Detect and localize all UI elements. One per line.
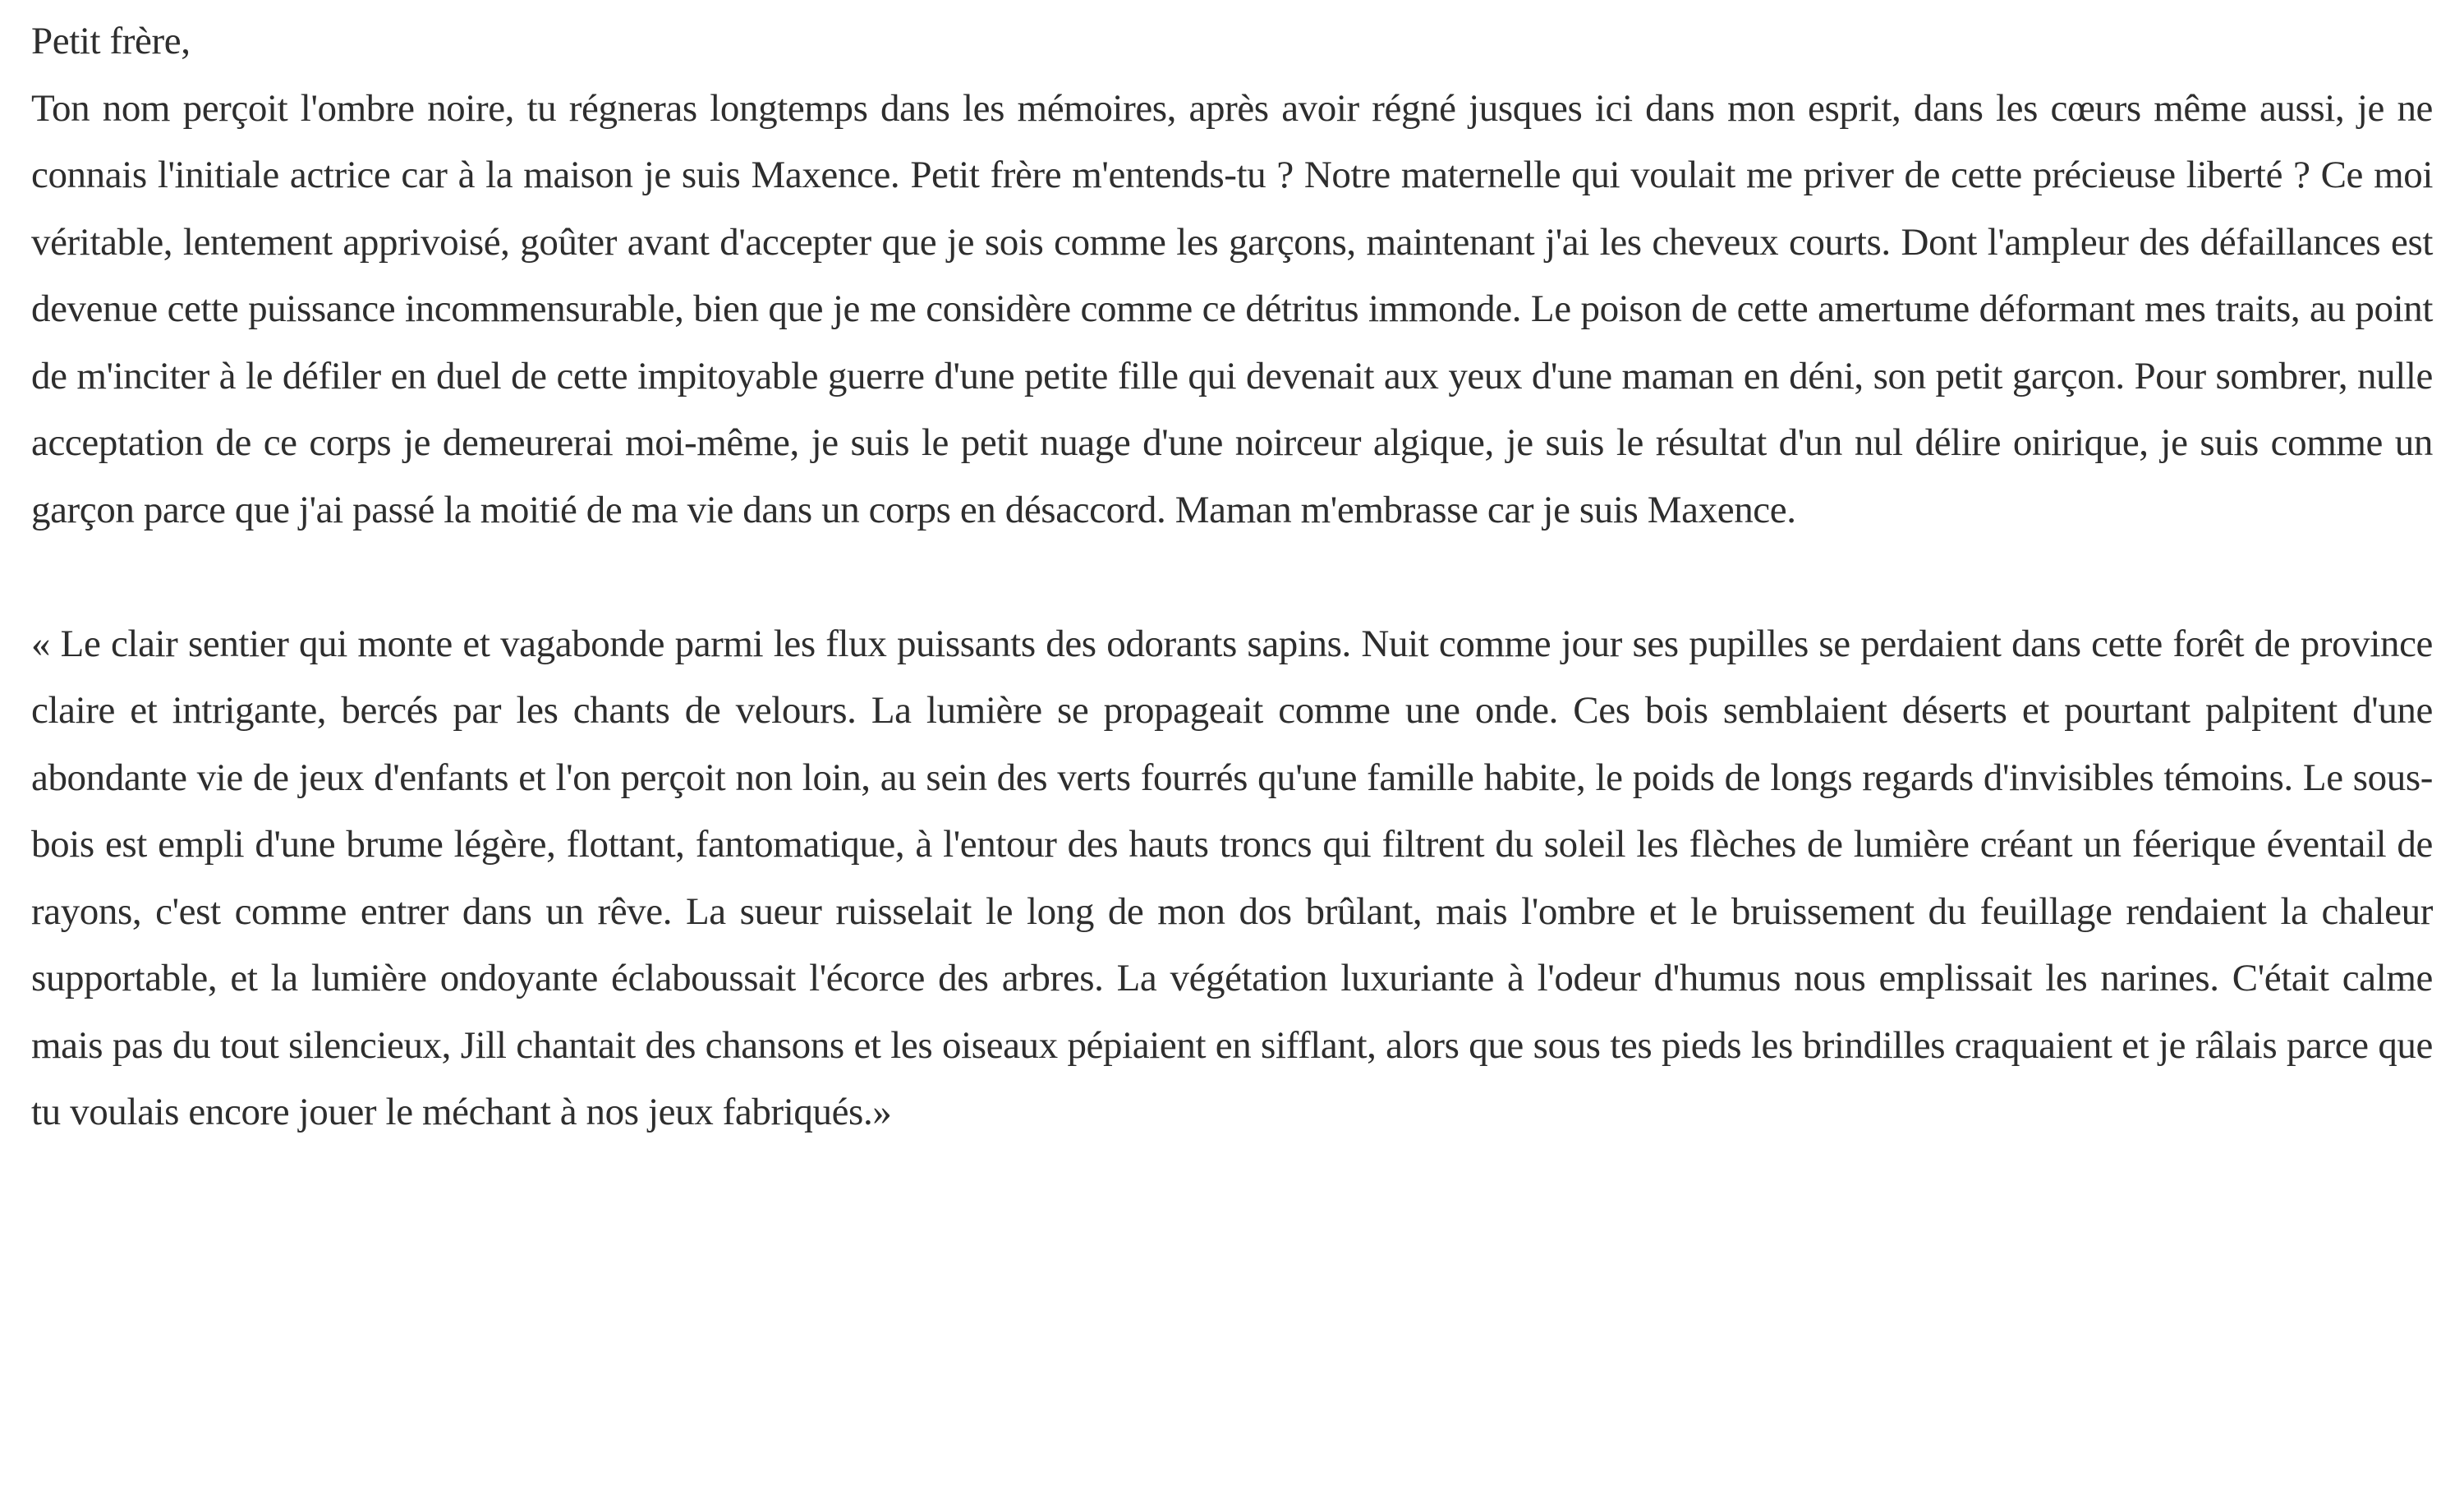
salutation: Petit frère, [31,20,191,62]
paragraph-letter: Ton nom perçoit l'ombre noire, tu régneras longtemps dans les mémoires, après avoir régné jusques ici dans mon esprit, dans les cœurs même aussi, je ne connais l'initiale actrice car à la maison je suis Maxence. Petit frère m'entends-tu ? Notre maternelle qui voulait me priver de cette précieuse liberté ? Ce moi véritable, lentement apprivoisé, goûter avant d'accepter que je sois comme les garçons, maintenant j'ai les cheveux courts. Dont l'ampleur des défaillances est devenue cette puissance incommensurable, bien que je me considère comme ce détritus immonde. Le poison de cette amertume déformant mes traits, au point de m'inciter à le défiler en duel de cette impitoyable guerre d'une petite fille qui devenait aux yeux d'une maman en déni, son petit garçon. Pour sombrer, nulle acceptation de ce corps je demeurerai moi-même, je suis le petit nuage d'une noirceur algique, je suis le résultat d'un nul délire onirique, je suis comme un garçon parce que j'ai passé la moitié de ma vie dans un corps en désaccord. Maman m'embrasse car je suis Maxence. [31,86,2433,531]
document-body [31,8,2433,1146]
paragraph-quote: « Le clair sentier qui monte et vagabonde parmi les flux puissants des odorants sapins. Nuit comme jour ses pupilles se perdaient dans cette forêt de province claire et intrigante, bercés par les chants de velours. La lumière se propageait comme une onde. Ces bois semblaient déserts et pourtant palpitent d'une abondante vie de jeux d'enfants et l'on perçoit non loin, au sein des verts fourrés qu'une famille habite, le poids de longs regards d'invisibles témoins. Le sous-bois est empli d'une brume légère, flottant, fantomatique, à l'entour des hauts troncs qui filtrent du soleil les flèches de lumière créant un féerique éventail de rayons, c'est comme entrer dans un rêve. La sueur ruisselait le long de mon dos brûlant, mais l'ombre et le bruissement du feuillage rendaient la chaleur supportable, et la lumière ondoyante éclaboussait l'écorce des arbres. La végétation luxuriante à l'odeur d'humus nous emplissait les narines. C'était calme mais pas du tout silencieux, Jill chantait des chansons et les oiseaux pépiaient en sifflant, alors que sous tes pieds les brindilles craquaient et je râlais parce que tu voulais encore jouer le méchant à nos jeux fabriqués.» [31,622,2433,1133]
